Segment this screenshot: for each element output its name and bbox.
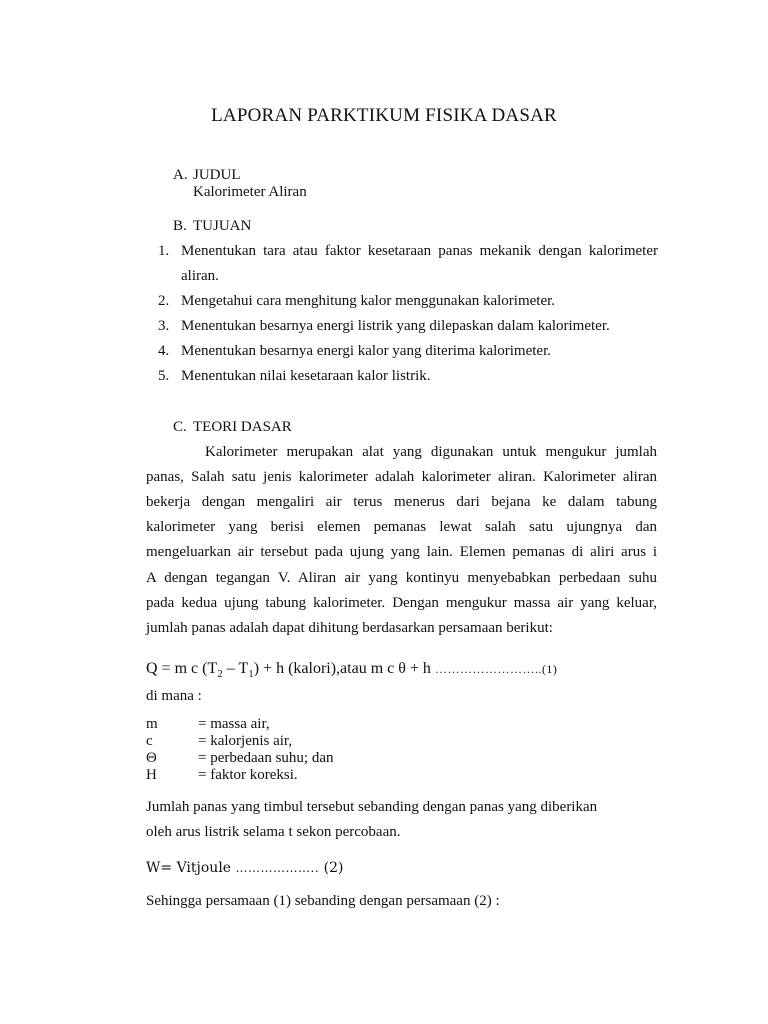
paragraph-line: jumlah panas adalah dapat dihitung berdasarkan persamaan berikut: bbox=[146, 620, 553, 636]
section-b-letter: B. bbox=[173, 218, 187, 234]
definition-text: = massa air, bbox=[198, 716, 270, 732]
page-title: LAPORAN PARKTIKUM FISIKA DASAR bbox=[211, 105, 557, 126]
list-item: Menentukan besarnya energi kalor yang diterima kalorimeter. bbox=[181, 343, 552, 359]
equation-1: Q = m c $(T_2 - T_1) + h$ (kalori),atau m c θ + h ……………………..(1) bbox=[146, 660, 558, 681]
definition-text: = kalorjenis air, bbox=[198, 733, 293, 749]
paragraph-line: Sehingga persamaan (1) sebanding dengan persamaan (2) : bbox=[146, 893, 500, 909]
list-item-number: 2. bbox=[158, 293, 170, 309]
section-c-letter: C. bbox=[173, 419, 187, 435]
list-item: Mengetahui cara menghitung kalor menggunakan kalorimeter. bbox=[181, 293, 556, 309]
section-a-letter: A. bbox=[173, 167, 188, 183]
definition-symbol: m bbox=[146, 716, 158, 732]
list-item: Menentukan besarnya energi listrik yang dilepaskan dalam kalorimeter. bbox=[181, 318, 610, 334]
paragraph-line: kalorimeter yang berisi elemen pemanas lewat salah satu ujungnya dan bbox=[146, 519, 657, 535]
paragraph-line: bekerja dengan mengaliri air terus menerus dari bejana ke dalam tabung bbox=[146, 494, 657, 510]
section-b-heading: TUJUAN bbox=[193, 218, 252, 234]
paragraph-line: panas, Salah satu jenis kalorimeter adalah kalorimeter aliran. Kalorimeter aliran bbox=[146, 469, 657, 485]
list-item: Menentukan tara atau faktor kesetaraan panas mekanik dengan kalorimeter bbox=[181, 243, 658, 259]
definition-text: = perbedaan suhu; dan bbox=[198, 750, 334, 766]
paragraph-line: A dengan tegangan V. Aliran air yang kontinyu menyebabkan perbedaan suhu bbox=[146, 570, 657, 586]
list-item-continuation: aliran. bbox=[181, 268, 219, 284]
paragraph-line: mengeluarkan air tersebut pada ujung yang lain. Elemen pemanas di aliri arus i bbox=[146, 544, 657, 560]
paragraph-line: Jumlah panas yang timbul tersebut sebanding dengan panas yang diberikan bbox=[146, 799, 598, 815]
list-item: Menentukan nilai kesetaraan kalor listrik. bbox=[181, 368, 431, 384]
section-a-heading: JUDUL bbox=[193, 167, 241, 183]
equation-2: W= Vitjoule ……………….. (2) bbox=[146, 860, 344, 876]
where-label: di mana : bbox=[146, 688, 202, 704]
list-item-number: 3. bbox=[158, 318, 170, 334]
section-a-content: Kalorimeter Aliran bbox=[193, 184, 307, 200]
list-item-number: 4. bbox=[158, 343, 170, 359]
paragraph-line: Kalorimeter merupakan alat yang digunakan untuk mengukur jumlah bbox=[205, 444, 657, 460]
list-item-number: 5. bbox=[158, 368, 170, 384]
definition-text: = faktor koreksi. bbox=[198, 767, 298, 783]
definition-symbol: H bbox=[146, 767, 157, 783]
section-c-heading: TEORI DASAR bbox=[193, 419, 292, 435]
definition-symbol: c bbox=[146, 733, 153, 749]
paragraph-line: pada kedua ujung tabung kalorimeter. Dengan mengukur massa air yang keluar, bbox=[146, 595, 657, 611]
definition-symbol: Θ bbox=[146, 750, 157, 766]
list-item-number: 1. bbox=[158, 243, 170, 259]
paragraph-line: oleh arus listrik selama t sekon percobaan. bbox=[146, 824, 401, 840]
